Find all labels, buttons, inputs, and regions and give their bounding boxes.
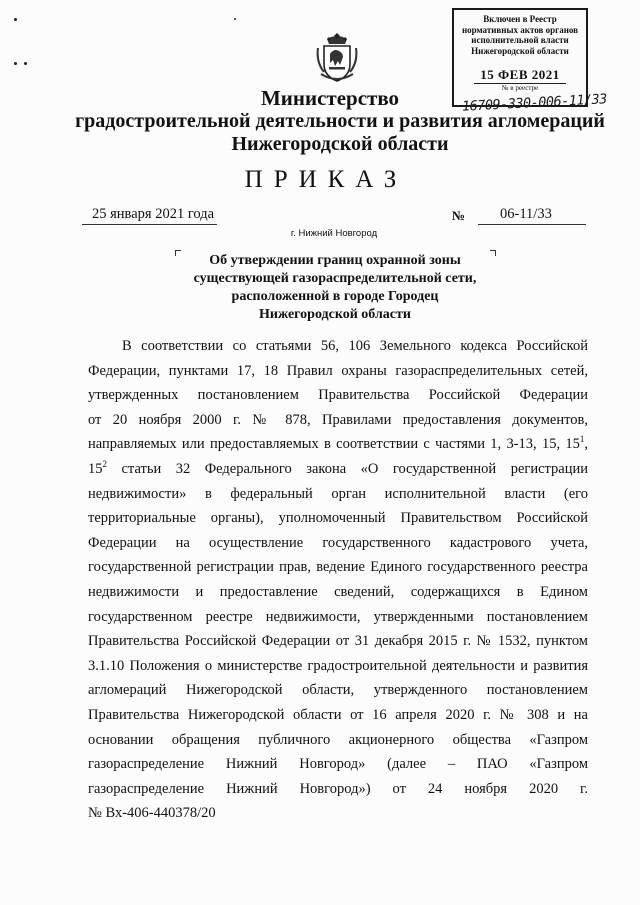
order-subject xyxy=(170,252,500,324)
scan-speck xyxy=(24,62,27,65)
stamp-line: нормативных актов органов xyxy=(461,24,579,35)
body-line: утвержденных постановлением Правительства Российской Федерации xyxy=(88,387,588,404)
body-text-fragment: направляемых или предоставляемых в соответствии с частями 1, 3-13, 15, 15 xyxy=(88,436,580,453)
stamp-text xyxy=(454,14,586,56)
body-line: Федерации на осуществление государственного кадастрового учета, xyxy=(88,534,588,551)
ministry-region: Нижегородской области xyxy=(231,133,449,155)
body-line: территориальные органы), уполномоченный Правительством Российской xyxy=(88,510,588,527)
body-line: государственной регистрации прав, ведение Единого государственного реестра xyxy=(88,559,588,576)
body-line: Правительства Нижегородской области от 16 апреля 2020 г. № 308 и на xyxy=(88,706,588,723)
order-date: 25 января 2021 года xyxy=(92,206,215,222)
body-text-fragment: статьи 32 Федерального закона «О государственной регистрации xyxy=(107,460,588,477)
document-type: ПРИКАЗ xyxy=(244,166,408,193)
order-body xyxy=(88,334,588,826)
body-line: недвижимости и предоставление сведений, содержащихся в Едином xyxy=(88,583,588,600)
stamp-registry-label: № в реестре xyxy=(501,84,539,92)
scan-speck xyxy=(234,18,236,20)
number-underline xyxy=(478,224,586,225)
body-text-fragment: 15 xyxy=(88,460,103,477)
scan-speck xyxy=(14,18,17,21)
body-line: агломераций Нижегородской области, утвержденного постановлением xyxy=(88,682,588,699)
ministry-title-line2: градостроительной деятельности и развития агломераций xyxy=(75,110,605,132)
number-sign: № xyxy=(452,208,466,223)
body-line: В соответствии со статьями 56, 106 Земельного кодекса Российской xyxy=(122,338,588,354)
stamp-line: Включен в Реестр xyxy=(483,14,557,24)
ministry-title: Министерство xyxy=(260,86,400,110)
body-line: газораспределение Нижний Новгород» (далее – ПАО «Газпром xyxy=(88,756,588,773)
body-line: Правительства Российской Федерации от 31 декабря 2015 г. № 1532, пунктом xyxy=(88,633,588,650)
body-line: государственном реестре недвижимости, утвержденными постановлением xyxy=(88,608,588,625)
body-text-fragment: , xyxy=(584,436,588,453)
order-city: г. Нижний Новгород xyxy=(290,228,378,239)
date-underline xyxy=(82,224,217,225)
registry-number-handwritten: 16709-330-006-11/33 xyxy=(461,91,608,115)
body-line: недвижимости» в федеральный орган исполнительной власти (его xyxy=(88,485,588,502)
body-line xyxy=(88,457,588,482)
registry-stamp xyxy=(452,8,588,107)
body-line: 3.1.10 Положения о министерстве градостроительной деятельности и развития xyxy=(88,657,588,674)
body-line: Федерации, пунктами 17, 18 Правил охраны газораспределительных сетей, xyxy=(88,362,588,379)
subject-line: расположенной в городе Городец xyxy=(231,289,439,304)
body-line xyxy=(88,432,588,457)
body-line: газораспределение Нижний Новгород») от 24 ноября 2020 г. xyxy=(88,780,588,797)
subject-line: существующей газораспределительной сети, xyxy=(193,271,477,286)
stamp-date: 15 ФЕВ 2021 xyxy=(480,67,560,82)
superscript: 2 xyxy=(102,459,107,470)
stamp-line: исполнительной власти xyxy=(471,35,569,46)
body-line: основании обращения публичного акционерного общества «Газпром xyxy=(88,731,588,748)
subject-line: Об утверждении границ охранной зоны xyxy=(209,253,461,268)
scan-speck xyxy=(14,62,17,65)
order-number: 06-11/33 xyxy=(500,206,552,222)
stamp-line: Нижегородской области xyxy=(471,45,569,56)
coat-of-arms-emblem xyxy=(315,30,359,84)
body-line: № Вх-406-440378/20 xyxy=(88,805,216,822)
subject-line: Нижегородской области xyxy=(259,307,411,322)
superscript: 1 xyxy=(579,434,585,445)
body-line: от 20 ноября 2000 г. № 878, Правилами предоставления документов, xyxy=(88,411,588,428)
